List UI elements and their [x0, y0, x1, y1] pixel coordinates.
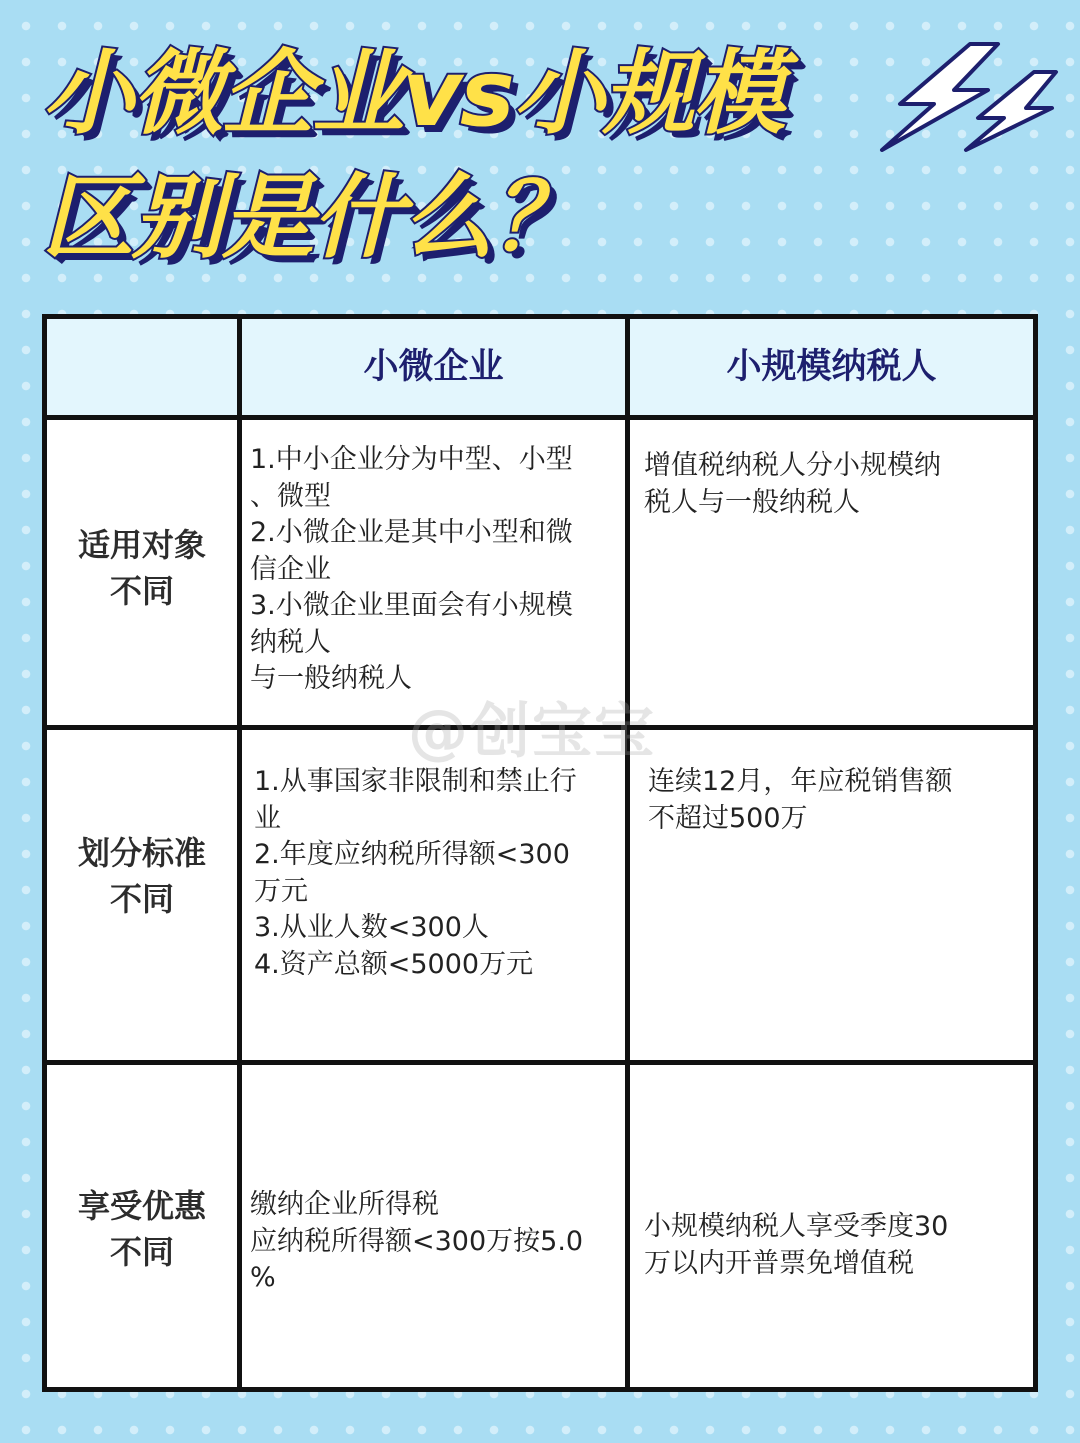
header-small-micro-enterprise: 小微企业 [363, 347, 504, 387]
header-small-scale-taxpayer: 小规模纳税人 [726, 347, 937, 387]
row-label-line: 划分标准 [77, 834, 206, 872]
text-line: 3.小微企业里面会有小规模 [250, 590, 573, 621]
row-label-cell [47, 1065, 237, 1387]
text-line: 增值税纳税人分小规模纳 [644, 450, 941, 481]
row-label-line: 不同 [109, 1233, 174, 1271]
text-line: 万元 [254, 875, 308, 907]
row-label-line: 不同 [109, 572, 174, 610]
text-line: 业 [254, 802, 281, 834]
text-line: 应纳税所得额<300万按5.0 [250, 1225, 584, 1257]
small-scale-cell [625, 1065, 1033, 1387]
row-label-cell [47, 730, 237, 1060]
row-label [47, 1183, 237, 1275]
row-label-cell [47, 420, 237, 725]
title-line-2: 区别是什么？ [42, 164, 583, 271]
small-scale-text [644, 1209, 948, 1282]
row-label-line: 适用对象 [77, 526, 206, 564]
row-label [47, 830, 237, 922]
text-line: 不超过500万 [648, 802, 808, 834]
text-line: 纳税人 [250, 626, 331, 658]
text-line: 缴纳企业所得税 [250, 1189, 439, 1220]
watermark: @创宝宝 [408, 697, 656, 767]
text-line: 小规模纳税人享受季度30 [644, 1211, 949, 1242]
small-scale-text [648, 764, 952, 837]
text-line: 1.从事国家非限制和禁止行 [254, 766, 577, 797]
small-scale-cell [625, 420, 1033, 725]
row-label [47, 522, 237, 614]
small-micro-cell [237, 1065, 625, 1387]
text-line: 信企业 [250, 553, 331, 585]
lightning-bolt-icon [870, 38, 1060, 156]
header-cell-small-micro [237, 319, 625, 415]
table-row [47, 1065, 1033, 1387]
text-line: 与一般纳税人 [250, 663, 412, 694]
small-micro-text [254, 764, 577, 983]
header-cell-empty [47, 319, 237, 415]
text-line: 2.小微企业是其中小型和微 [250, 517, 573, 548]
small-micro-text [250, 1187, 583, 1297]
text-line: 2.年度应纳税所得额<300 [254, 839, 570, 870]
row-label-line: 不同 [109, 880, 174, 918]
table-row [47, 730, 1033, 1065]
small-scale-text [644, 448, 941, 521]
text-line: % [250, 1262, 276, 1293]
small-scale-cell [625, 730, 1033, 1060]
text-line: 税人与一般纳税人 [644, 486, 860, 518]
text-line: 3.从业人数<300人 [254, 912, 489, 943]
text-line: 、微型 [250, 480, 331, 512]
small-micro-text [250, 442, 573, 698]
text-line: 4.资产总额<5000万元 [254, 948, 534, 980]
title-line-1: 小微企业vs小规模 [42, 40, 783, 147]
small-micro-cell [237, 730, 625, 1060]
text-line: 连续12月，年应税销售额 [648, 766, 953, 797]
comparison-table [42, 314, 1038, 1392]
text-line: 1.中小企业分为中型、小型 [250, 444, 573, 475]
header-cell-small-scale [625, 319, 1033, 415]
row-label-line: 享受优惠 [77, 1187, 206, 1225]
text-line: 万以内开普票免增值税 [644, 1247, 914, 1279]
small-micro-cell [237, 420, 625, 725]
table-header-row [47, 319, 1033, 420]
